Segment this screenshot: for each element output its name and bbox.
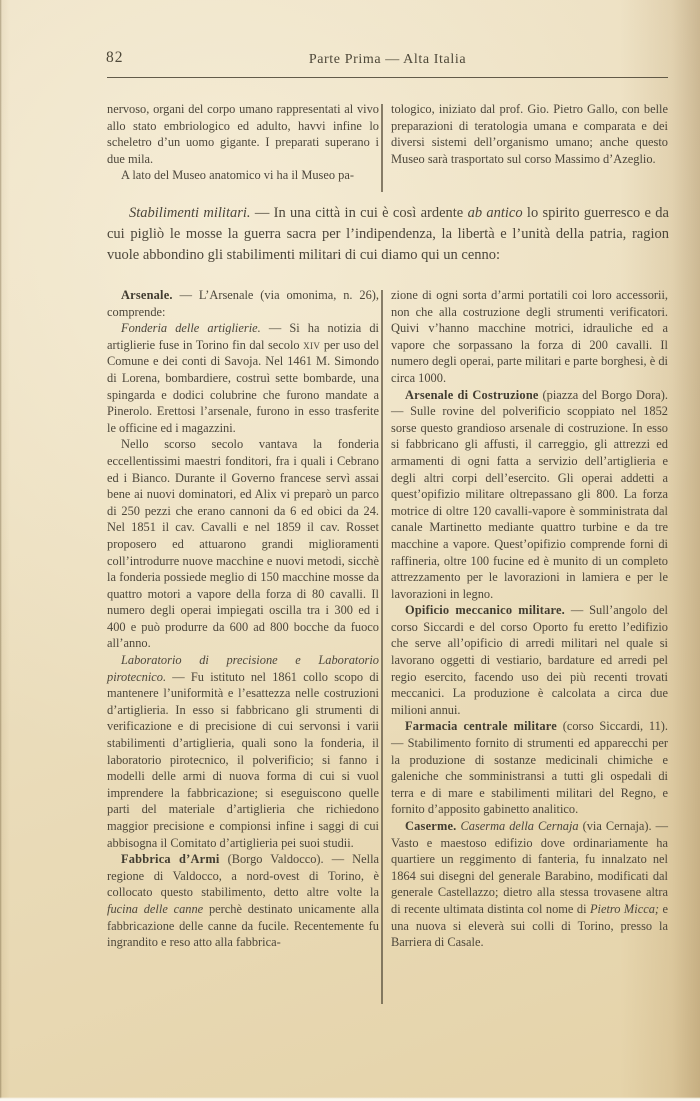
text-segment-normal: (Borgo Valdocco). — Nella regione di Valdocco, a nord-ovest di Torino, è collocato questo stabilimento, detto altre volte la [107,852,380,900]
text-segment-normal: zione di ogni sorta d’armi portatili coi loro accessorii, non che alla costruzione degli strumenti verificatori. Quivi v’hanno macchine motrici, idrauliche ed a vapore che sorpassano la forza di 200 cavalli. Il numero degli operai, parte militari e parte borghesi, è di circa 1000. [391,288,668,385]
running-header-title: Parte Prima — Alta Italia [308,52,467,67]
page-number: 82 [106,49,124,66]
paragraph [107,851,379,951]
text-segment-normal: (via Cernaja). — Vasto e maestoso edifizio dove ordinariamente ha quartiere un reggimento di fanteria, fu innalzato nel 1864 sui disegni del generale Barabino, modificati dal generale Castellazzo; dietro alla stessa trovasene altra di recente ultimata distinta col nome di [391,819,668,916]
text-segment-normal: nervoso, organi del corpo umano rappresentati al vivo allo stato embriologico ed adulto, havvi infine lo scheletro d’un uomo gigante. I preparati superano i due mila. [107,102,379,166]
column-divider [381,290,383,1004]
text-segment-smallcaps: xiv [303,337,321,352]
page-edge-left [0,0,2,1101]
text-segment-italic: Caserma della Cernaja [460,819,579,833]
right-column [391,287,668,951]
header-rule [107,77,668,78]
text-segment-normal: (piazza del Borgo Dora). — Sulle rovine del polverificio scoppiato nel 1852 sorse questo grandioso arsenale di costruzione. In esso si fabbricano gli affusti, il carreggio, gli attrezzi ed armamenti di ogni fatta a servizio dell’artiglieria e degli altri corpi dell’esercito. Gli operai addetti a quest’opifizio militare oltrepassano gli 800. La forza motrice di oltre 120 cavalli-vapore è somministrata dal canale Martinetto mediante quattro turbine e da tre macchine a vapore. Quest’opifizio comprende forni di raffineria, oltre 100 fucine ed è munito di un completo attrezzamento per le lavorazioni in lamiera e per le lavorazioni in legno. [391,387,668,601]
text-segment-bold: Caserme. [405,819,457,833]
text-segment-normal: — L’Arsenale (via omonima, n. 26), comprende: [107,288,379,319]
paragraph [107,287,379,320]
column-divider-top [381,104,383,192]
paragraph [391,818,668,951]
paragraph [107,203,669,265]
text-segment-normal: A lato del Museo anatomico vi ha il Museo pa- [121,168,354,183]
text-segment-normal: (corso Siccardi, 11). — Stabilimento fornito di strumenti ed apparecchi per la produzione di sostanze medicinali chimiche e galeniche che somministransi a tutti gli ospedali di terra e di mare e stabilimenti militari del Regno, e fornito d’apposito gabinetto analitico. [391,719,668,817]
paragraph [107,101,379,167]
text-segment-normal: perchè destinato unicamente alla fabbricazione delle canne da fucile. Recentemente fu ingrandito e reso atto alla fabbrica- [107,901,379,950]
left-column [107,287,379,951]
text-segment-normal: per uso del Comune e dei conti di Savoja. Nel 1461 M. Simondo di Lorena, bombardiere, costruì sette bombarde, una spingarda e dodici colubrine che furono mandate a Pinerolo. Erettosi l’arsenale, furono in esso trasferite le officine ed i magazzini. [107,337,379,435]
paragraph [391,602,668,718]
paragraph [107,320,379,436]
text-segment-italic: Laboratorio di precisione e Laboratorio pirotecnico. [107,653,379,684]
paragraph [391,387,668,603]
text-segment-normal: — Sull’angolo del corso Siccardi e del corso Oporto fu eretto l’edifizio che serve all’opificio di arredi militari nel quale si lavorano oggetti di vestiario, bardature ed arredi pel regio esercito, facendo uso dei più recenti trovati meccanici. La produzione è calcolata a circa due milioni annui. [391,603,668,717]
text-segment-normal: Nello scorso secolo vantava la fonderia eccellentissimi maestri fonditori, fra i quali i Cebrano ed i Bianco. Durante il Governo francese servì assai bene ai nuovi dominatori, ed Alix vi preparò un parco di 250 pezzi che erano cannoni da 6 ed obici da 24. Nel 1851 il cav. Cavalli e nel 1859 il cav. Rosset proposero ed attuarono grandi miglioramenti coll’introdurre nuove macchine e nuovi metodi, sicchè la fonderia possiede meglio di 150 macchine mosse da quattro motori a vapore della forza di 80 cavalli. Il numero degli operai impiegati oscilla tra i 300 ed i 400 e può produrre da 600 ad 800 bocche da fuoco all’anno. [107,437,379,651]
text-segment-italic: Fonderia delle artiglierie. [121,321,261,336]
text-segment-bold: Opificio meccanico militare. [405,603,565,618]
paragraph [391,101,668,167]
text-segment-bold: Arsenale di Costruzione [405,387,539,402]
paragraph [107,167,379,184]
intro-paragraph [107,203,669,265]
paragraph [391,287,668,387]
text-segment-bold: Farmacia centrale militare [405,719,557,734]
text-segment-italic: fucina delle canne [107,901,204,916]
paragraph [107,436,379,652]
text-segment-normal: — Fu istituto nel 1861 collo scopo di mantenere l’uniformità e l’esattezza nelle costruzioni d’artiglieria. In esso si fabbricano gli strumenti di verificazione e di precisione di cui servonsi i varii stabilimenti d’artiglieria, quali sono la fonderia, il laboratorio pirotecnico, il polverificio; si fanno i modelli delle armi di nuova forma di cui si vuol imprendere la fabbricazione; si eseguiscono quelle parti del materiale d’artiglieria che richiedono maggior precisione e compionsi infine i saggi di cui abbisogna il Comitato d’artiglieria pei suoi studii. [107,669,379,850]
text-segment-normal: e una nuova si eleverà sui colli di Torino, presso la Barriera di Casale. [391,901,668,950]
text-segment-italic: Stabilimenti militari. [129,205,251,221]
text-segment-normal: tologico, iniziato dal prof. Gio. Pietro Gallo, con belle preparazioni di teratologia umana e comparata e dei diversi sistemi dell’organismo umano; anche questo Museo sarà trasportato sul corso Massimo d’Azeglio. [391,102,668,166]
text-segment-italic: Pietro Micca; [589,901,660,916]
text-segment-normal: — In una città in cui è così ardente [250,205,468,221]
paragraph [107,652,379,851]
text-segment-normal: lo spirito guerresco e da cui pigliò le mosse la guerra sacra per l’indipendenza, la libertà e l’unità della patria, ragion vuole abbondino gli stabilimenti militari di cui diamo qui un cenno: [107,205,669,263]
page-edge-bottom [0,1097,700,1101]
top-left-column [107,101,379,184]
text-segment-bold: Arsenale. [121,288,173,302]
paragraph [391,718,668,818]
text-segment-bold: Fabbrica d’Armi [121,852,220,867]
top-right-column [391,101,668,167]
text-segment-normal: — Si ha notizia di artiglierie fuse in Torino fin dal secolo [107,321,379,352]
text-segment-italic: ab antico [467,205,523,221]
